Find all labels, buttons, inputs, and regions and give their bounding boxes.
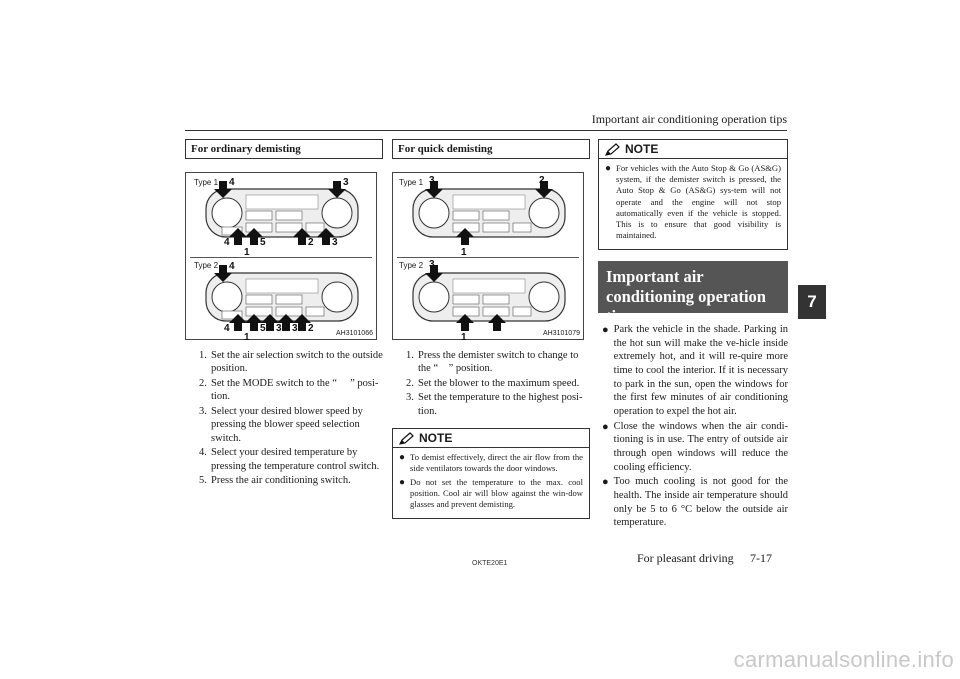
panel-type2: [206, 273, 358, 321]
note-label: NOTE: [419, 431, 453, 446]
callout-label: 3: [343, 177, 349, 188]
callout-label: 2: [308, 323, 314, 334]
footer-code: OKTE20E1: [472, 560, 508, 567]
tip-item: ● Too much cooling is not good for the health. The inside air temperature should only be 5 to 6 °C below the outside air temperature.: [602, 476, 788, 529]
step-item: 4. Select your desired temperature by pressing the temperature control switch.: [199, 447, 380, 472]
step-item: 3. Select your desired blower speed by pressing the blower speed selection switch.: [199, 405, 363, 444]
step-item: 1. Set the air selection switch to the outside position.: [199, 350, 383, 375]
running-head: Important air conditioning operation tips: [591, 112, 787, 126]
callout-label: 5: [260, 323, 266, 334]
type1-label: Type 1: [399, 178, 424, 187]
callout-label: 4: [224, 323, 230, 334]
callout-label: 1: [244, 332, 250, 341]
step-item: 2. Set the MODE switch to the “ ” posi-tion.: [199, 377, 379, 403]
note-item: ● Do not set the temperature to the max. cool position. Cool air will blow against the win-dow glasses and prevent demisting.: [399, 476, 583, 509]
figure-code: AH3101066: [336, 330, 373, 337]
figure-code: AH3101079: [543, 330, 580, 337]
quick-demisting-section: [392, 139, 590, 519]
callout-label: 3: [332, 237, 338, 248]
tips-list: [598, 323, 788, 530]
step-item: 2. Set the blower to the maximum speed.: [406, 377, 580, 389]
type2-label: Type 2: [399, 261, 424, 270]
bullet-icon: ●: [602, 324, 609, 337]
climate-panel-illustration: [393, 173, 585, 341]
callout-label: 2: [493, 321, 499, 332]
callout-label: 2: [539, 175, 545, 186]
type1-label: Type 1: [194, 178, 219, 187]
note-item: ● For vehicles with the Auto Stop & Go (AS&G) system, if the demister switch is pressed, the Auto Stop & Go (AS&G) sys-tem will not operate and the engine will not stop automatically even if the vehicle is stopped. This is to ensure that good visibility is maintained.: [605, 163, 781, 241]
bullet-icon: ●: [602, 476, 609, 489]
note-header: [599, 140, 787, 159]
watermark: carmanualsonline.info: [733, 647, 954, 672]
callout-label: 3: [429, 259, 435, 270]
pencil-note-icon: [399, 432, 415, 445]
callout-label: 3: [429, 175, 435, 186]
ordinary-demisting-figure: [185, 172, 377, 340]
section-banner: Important air conditioning operation tips: [598, 261, 788, 313]
callout-label: 3: [276, 323, 282, 334]
chapter-tab[interactable]: 7: [798, 285, 826, 319]
note-box: [392, 428, 590, 519]
right-column: [598, 139, 788, 531]
tip-item: ● Park the vehicle in the shade. Parking in the hot sun will make the ve-hicle inside extremely hot, and it will re-quire more time to cool the interior. If it is necessary to park in the sun, open the windows for the first few minutes of air conditioning operation to expel the hot air.: [602, 324, 788, 418]
quick-demisting-figure: [392, 172, 584, 340]
callout-label: 4: [229, 261, 235, 272]
callout-label: 1: [244, 247, 250, 258]
footer-section: For pleasant driving: [637, 551, 734, 565]
pencil-note-icon: [605, 143, 621, 156]
bullet-icon: ●: [399, 476, 406, 488]
step-item: 1. Press the demister switch to change to the “ ” position.: [406, 350, 579, 375]
bullet-icon: ●: [605, 163, 612, 174]
steps-list: [185, 349, 383, 487]
note-list: [393, 448, 589, 510]
note-list: [599, 159, 787, 241]
step-item: 3. Set the temperature to the highest posi-tion.: [406, 392, 583, 417]
note-box: [598, 139, 788, 250]
bullet-icon: ●: [602, 420, 609, 433]
callout-label: 4: [224, 237, 230, 248]
step-item: 5. Press the air conditioning switch.: [199, 474, 351, 486]
section-title: For ordinary demisting: [185, 139, 383, 159]
tip-item: ● Close the windows when the air condi-tioning is in use. The entry of outside air through open windows will reduce the cooling efficiency.: [602, 420, 788, 473]
callout-label: 2: [308, 237, 314, 248]
steps-list: [392, 349, 590, 418]
note-label: NOTE: [625, 142, 659, 156]
header-rule: [185, 130, 787, 131]
page-number: 7-17: [750, 551, 772, 565]
ordinary-demisting-section: [185, 139, 383, 488]
type2-label: Type 2: [194, 261, 219, 270]
callout-label: 3: [292, 323, 298, 334]
callout-label: 1: [461, 332, 467, 341]
callout-label: 1: [461, 247, 467, 258]
note-header: [393, 429, 589, 448]
callout-label: 4: [229, 177, 235, 188]
callout-label: 5: [260, 237, 266, 248]
bullet-icon: ●: [399, 452, 406, 464]
note-item: ● To demist effectively, direct the air flow from the side ventilators towards the door windows.: [399, 452, 583, 474]
section-title: For quick demisting: [392, 139, 590, 159]
climate-panel-illustration: [186, 173, 378, 341]
